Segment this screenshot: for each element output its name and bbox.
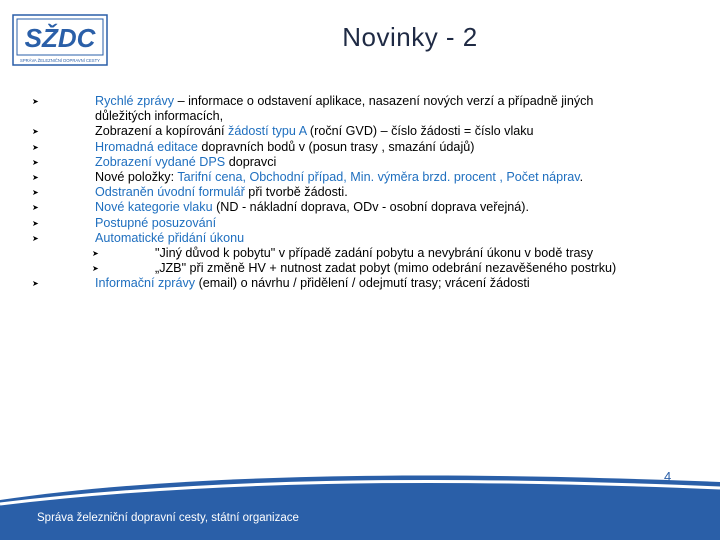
list-item-line [0, 155, 720, 170]
highlighted-text: Odstraněn úvodní formulář [95, 185, 245, 200]
list-item-line [0, 140, 720, 155]
list-item-text [155, 261, 616, 276]
highlighted-text: Rychlé zprávy [95, 94, 175, 108]
footer-org: Správa železniční dopravní cesty, státní organizace [37, 512, 299, 524]
body-text: "Jiný důvod k pobytu" v případě zadání pobytu a nevybrání úkonu v bodě trasy [155, 245, 594, 260]
list-item-text [95, 231, 244, 246]
bullet-list [0, 94, 720, 291]
list-item-line [0, 216, 720, 231]
list-item-text [95, 276, 530, 291]
footer-band [0, 452, 720, 540]
highlighted-text: Informační zprávy [95, 276, 196, 291]
body-text: „JZB" při změně HV + nutnost zadat pobyt (mimo odebrání nezavěšeného postrku) [155, 261, 617, 276]
arrowhead-bullet-icon: ➤ [32, 142, 39, 152]
slide-title: Novinky - 2 [342, 22, 478, 52]
arrowhead-bullet-icon: ➤ [32, 188, 39, 198]
highlighted-text: žádostí typu A [228, 124, 307, 139]
logo-mark: SŽDC [24, 23, 96, 53]
logo-caption: SPRÁVA ŽELEZNIČNÍ DOPRAVNÍ CESTY [20, 58, 100, 63]
list-item-text [95, 109, 223, 124]
sub-list-item-line [0, 261, 720, 276]
body-text: (roční GVD) – číslo žádosti = číslo vlaku [306, 124, 534, 139]
highlighted-text: Zobrazení vydané DPS [95, 154, 226, 169]
arrowhead-bullet-icon: ➤ [32, 279, 39, 289]
highlighted-text: Nové kategorie vlaku [95, 200, 213, 215]
highlighted-text: Automatické přidání úkonu [95, 230, 245, 245]
highlighted-text: Postupné posuzování [95, 215, 217, 230]
list-item-text [95, 185, 348, 200]
arrowhead-bullet-icon: ➤ [32, 233, 39, 243]
sdc-logo [12, 14, 108, 66]
body-text: při tvorbě žádosti. [244, 185, 348, 200]
body-text: – informace o odstavení aplikace, nasazení nových verzí a případně jiných [174, 94, 594, 108]
list-item-line [0, 185, 720, 200]
body-text: (ND - nákladní doprava, ODv - osobní doprava veřejná). [212, 200, 530, 215]
list-item-line [0, 200, 720, 215]
list-item-text [95, 170, 583, 185]
highlighted-text: Hromadná editace [95, 139, 198, 154]
arrowhead-bullet-icon: ➤ [32, 218, 39, 228]
body-text: Nové položky: [95, 169, 178, 184]
page-number: 4 [664, 469, 672, 484]
body-text: (email) o návrhu / přidělení / odejmutí trasy; vrácení žádosti [195, 276, 530, 291]
arrowhead-bullet-icon: ➤ [32, 127, 39, 137]
body-text: dopravních bodů v (posun trasy , smazání údajů) [197, 139, 475, 154]
body-text: Zobrazení a kopírování [95, 124, 229, 139]
body-text: . [579, 169, 584, 184]
list-item-line [0, 109, 720, 124]
body-text: důležitých informacích, [95, 109, 224, 124]
list-item-line [0, 276, 720, 291]
list-item-text [95, 140, 474, 155]
list-item-line [0, 231, 720, 246]
list-item-text [95, 200, 529, 215]
arrowhead-bullet-icon: ➤ [32, 157, 39, 167]
list-item-line [0, 170, 720, 185]
arrowhead-bullet-icon: ➤ [92, 248, 99, 258]
highlighted-text: Tarifní cena, Obchodní případ, Min. výměra brzd. procent , Počet náprav [177, 169, 580, 184]
arrowhead-bullet-icon: ➤ [32, 97, 39, 106]
list-item-text [95, 216, 216, 231]
list-item-text [155, 246, 593, 261]
sub-list-item-line [0, 246, 720, 261]
list-item-text [95, 124, 534, 139]
list-item-line [0, 124, 720, 139]
list-item-text [95, 155, 276, 170]
arrowhead-bullet-icon: ➤ [32, 203, 39, 213]
arrowhead-bullet-icon: ➤ [92, 264, 99, 274]
arrowhead-bullet-icon: ➤ [32, 172, 39, 182]
list-item-text [95, 94, 593, 109]
body-text: dopravci [225, 154, 277, 169]
list-item-line [0, 94, 720, 109]
